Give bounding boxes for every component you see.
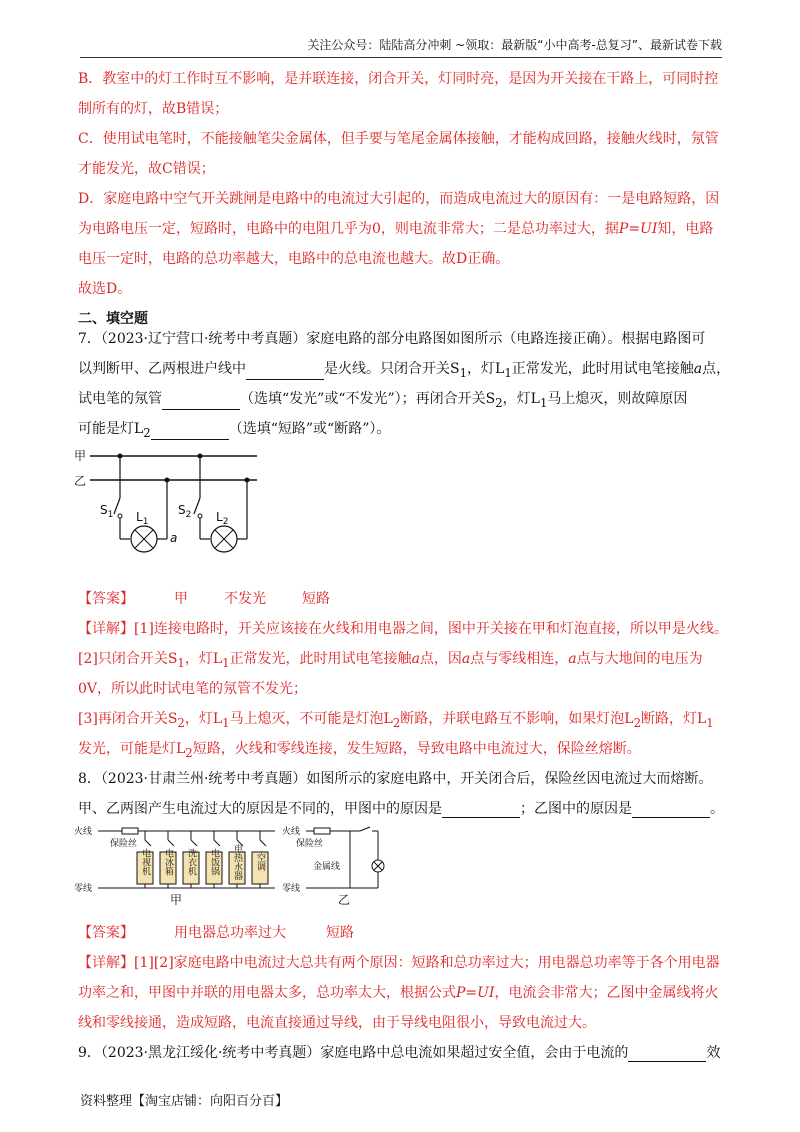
- label-fuse-jia: 保险丝: [110, 839, 138, 849]
- label-fuse-yi: 保险丝: [296, 839, 324, 849]
- answer-blank[interactable]: [628, 1047, 706, 1062]
- label-zero-yi: 零线: [282, 884, 301, 894]
- appliance-washer: [183, 831, 199, 888]
- fuse-jia: [122, 828, 138, 834]
- fuse-yi: [314, 828, 330, 834]
- label-yi: 乙: [74, 474, 87, 488]
- q8-detail-line3: 线和零线接通，造成短路，电流直接通过导线，由于导线电阻很小，导致电流过大。: [78, 1015, 596, 1031]
- q8-detail-line2: 功率之和，甲图中并联的用电器太多，总功率太大，根据公式P=UI，电流会非常大；乙图中金属线将火: [78, 985, 719, 1001]
- svg-text:电饭锅: 电饭锅: [209, 848, 219, 876]
- appliance-water-heater: [229, 831, 245, 888]
- label-jia: 甲: [74, 449, 87, 463]
- q7-detail-line4: [3]再闭合开关$S_2$，灯$L_1$马上熄灭，不可能是灯泡$L_2$断路，并联电路互不影响，如果灯泡$L_2$断路，灯$L_1$: [78, 711, 714, 730]
- label-metal-wire: 金属线: [313, 862, 341, 872]
- point-a: a: [170, 531, 178, 545]
- q8-line1: 8．（2023·甘肃兰州·统考中考真题）如图所示的家庭电路中，开关闭合后，保险丝因电流过大而熔断。: [78, 771, 713, 787]
- label-yi: 乙: [338, 893, 351, 907]
- answer-blank[interactable]: [162, 395, 240, 410]
- label-fire-yi: 火线: [282, 827, 301, 837]
- switch-yi: [360, 827, 370, 831]
- explanation-d-line3: 电压一定时，电路的总功率越大，电路中的总电流也越大。故D正确。: [78, 251, 510, 267]
- explanation-d-line1: D．家庭电路中空气开关跳闸是电路中的电流过大引起的，而造成电流过大的原因有：一是电路短路，因: [78, 191, 720, 207]
- switch-s2: [194, 498, 200, 514]
- q7-detail-line1: 【详解】[1]连接电路时，开关应该接在火线和用电器之间，图中开关接在甲和灯泡直接，所以甲是火线。: [78, 621, 728, 637]
- label-fire-jia: 火线: [74, 827, 93, 837]
- label-s1: $S_1$: [100, 503, 114, 520]
- q8-detail-line1: 【详解】[1][2]家庭电路中电流过大总共有两个原因：短路和总功率过大；用电器总功率等于各个用电器: [78, 955, 720, 971]
- q7-line4: 可能是灯$L_2$ （选填“短路”或“断路”）。: [78, 421, 391, 440]
- answer-blank[interactable]: [246, 365, 324, 380]
- label-l1: $L_1$: [136, 510, 149, 527]
- q7-answer: 【答案】 甲 不发光 短路: [78, 591, 330, 607]
- appliance-air-conditioner: [252, 831, 268, 888]
- explanation-selection: 故选D。: [78, 281, 132, 297]
- q7-line3: 试电笔的氖管 （选填“发光”或“不发光”）；再闭合开关$S_2$，灯$L_1$马上熄灭，则故障原因: [78, 391, 688, 410]
- label-zero-jia: 零线: [74, 884, 93, 894]
- q8-line2: 甲、乙两图产生电流过大的原因是不同的，甲图中的原因是 ；乙图中的原因是 。: [78, 801, 724, 817]
- answer-blank[interactable]: [151, 425, 229, 440]
- page-header: 关注公众号：陆陆高分冲刺 ~领取：最新版“小中高考-总复习”、最新试卷下载: [80, 36, 722, 58]
- q7-line2: 以判断甲、乙两根进户线中 是火线。只闭合开关$S_1$，灯$L_1$正常发光，此时用试电笔接触a点，: [78, 361, 731, 380]
- appliance-group: [137, 831, 268, 888]
- formula: P=UI: [618, 221, 658, 237]
- svg-text:洗衣机: 洗衣机: [186, 848, 196, 876]
- svg-text:电冰箱: 电冰箱: [163, 848, 173, 876]
- page-footer: 资料整理【淘宝店铺：向阳百分百】: [80, 1094, 289, 1109]
- explanation-c-line1: C．使用试电笔时，不能接触笔尖金属体，但手要与笔尾金属体接触，才能构成回路，接触火线时，氖管: [78, 131, 719, 147]
- svg-text:空调: 空调: [255, 853, 265, 871]
- appliance-rice-cooker: [206, 831, 222, 888]
- answer-blank[interactable]: [632, 803, 710, 818]
- label-jia: 甲: [170, 893, 183, 907]
- svg-text:电视机: 电视机: [140, 848, 150, 876]
- q7-circuit-diagram: [72, 444, 272, 564]
- appliance-tv: [137, 831, 153, 888]
- label-s2: $S_2$: [178, 503, 192, 520]
- answer-blank[interactable]: [442, 803, 520, 818]
- explanation-b-line2: 制所有的灯，故B错误；: [78, 101, 229, 117]
- q7-line1: 7．（2023·辽宁营口·统考中考真题）家庭电路的部分电路图如图所示（电路连接正确）。根据电路图可: [78, 331, 706, 347]
- appliance-fridge: [160, 831, 176, 888]
- q8-circuit-diagrams: [70, 822, 390, 908]
- label-l2: $L_2$: [216, 510, 229, 527]
- svg-text:电热水器: 电热水器: [232, 844, 242, 880]
- explanation-b-line1: B．教室中的灯工作时互不影响，是并联连接，闭合开关，灯同时亮，是因为开关接在干路上，可同时控: [78, 71, 719, 87]
- q7-detail-line5: 发光，可能是灯$L_2$短路，火线和零线连接，发生短路，导致电路中电流过大，保险丝熔断。: [78, 741, 641, 760]
- q7-detail-line3: 0V，所以此时试电笔的氖管不发光；: [78, 681, 308, 697]
- formula: P=UI: [456, 985, 495, 1001]
- q9-line1: 9．（2023·黑龙江绥化·统考中考真题）家庭电路中总电流如果超过安全值，会由于电流的 效: [78, 1045, 721, 1061]
- explanation-d-line2: 为电路电压一定，短路时，电路中的电阻几乎为0，则电流非常大；二是总功率过大，据P=UI知，电路: [78, 221, 714, 237]
- q8-answer: 【答案】 用电器总功率过大 短路: [78, 925, 354, 941]
- switch-s1: [114, 498, 120, 514]
- explanation-c-line2: 才能发光，故C错误；: [78, 161, 215, 177]
- q7-detail-line2: [2]只闭合开关$S_1$，灯$L_1$正常发光，此时用试电笔接触a点，因a点与零线相连，a点与大地间的电压为: [78, 651, 703, 670]
- section-title: 二、填空题: [78, 311, 148, 327]
